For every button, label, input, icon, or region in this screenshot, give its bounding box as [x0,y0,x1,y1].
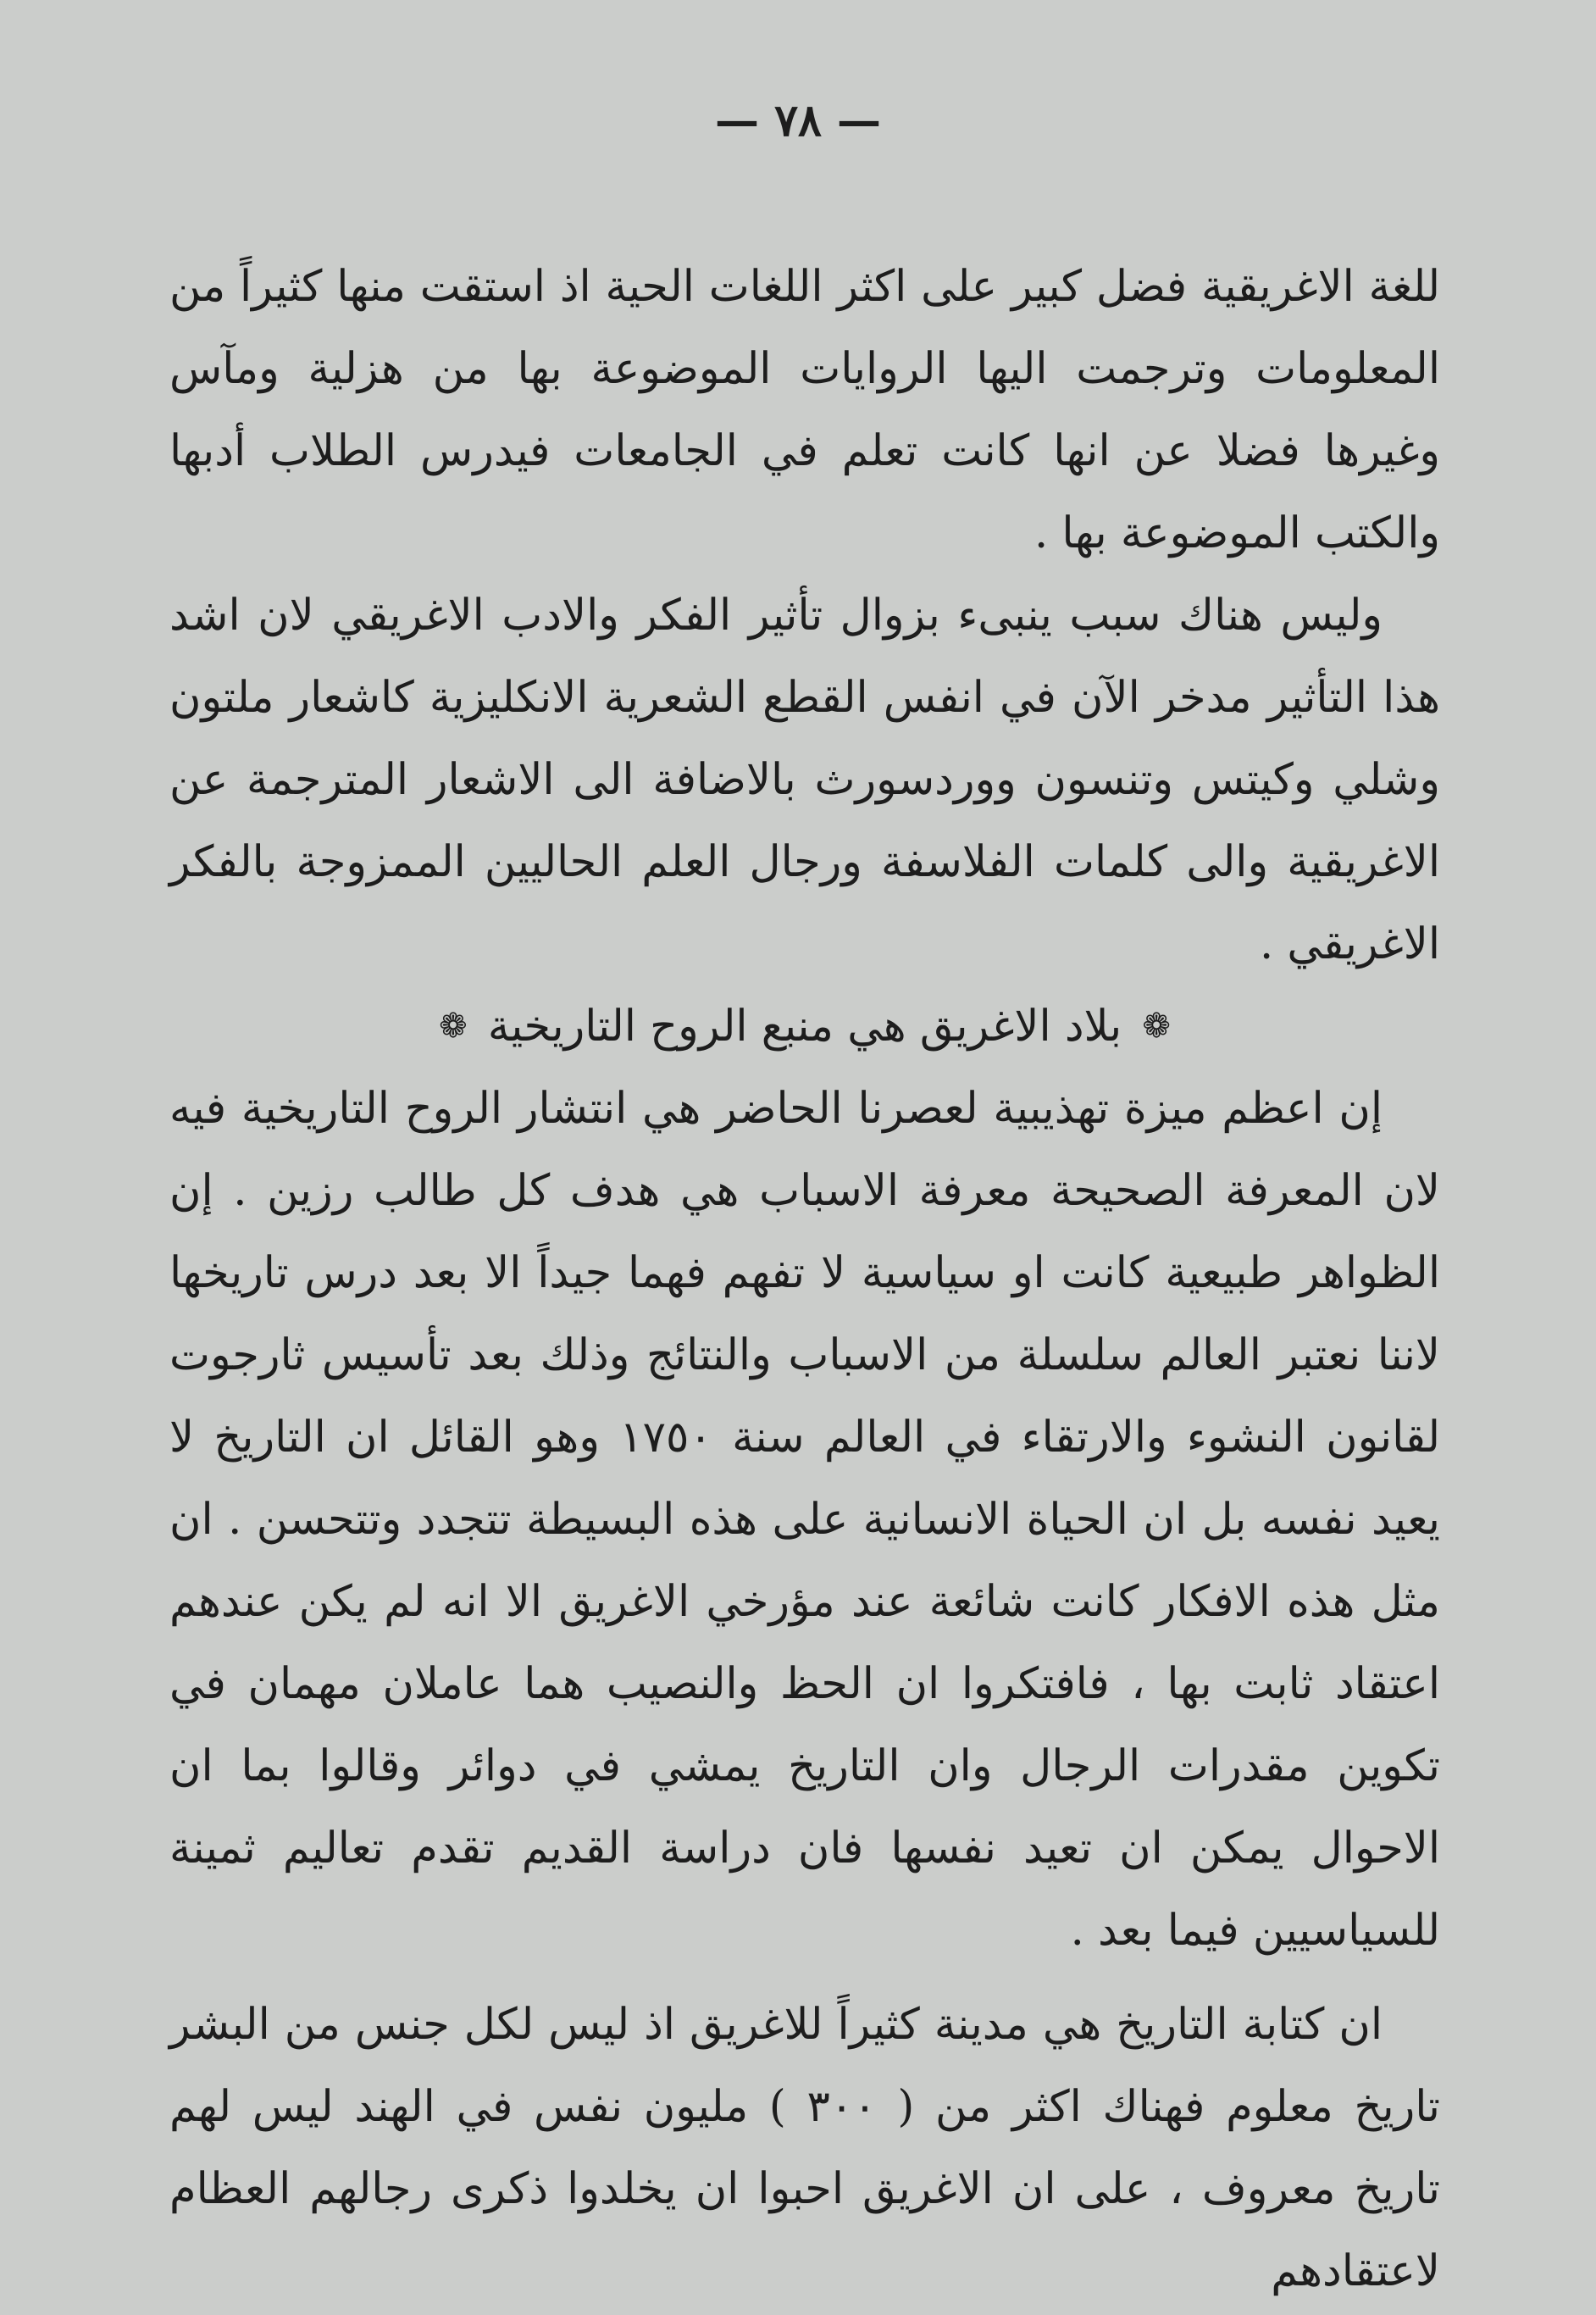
paragraph-history-writing: ان كتابة التاريخ هي مدينة كثيراً للاغريق اذ ليس لكل جنس من البشر تاريخ معلوم فهناك اكثر من ( ٣٠٠ ) مليون نفس في الهند ليس لهم تاريخ معروف ، على ان الاغريق احبوا ان يخلدوا ذكرى رجالهم العظام لاعتقادهم [169,2000,1441,2296]
section-heading [169,985,1440,1068]
page-body [169,246,1440,2312]
page-number: — ٧٨ — [714,95,882,147]
paragraph-historical-spirit: إن اعظم ميزة تهذيبية لعصرنا الحاضر هي انتشار الروح التاريخية فيه لان المعرفة الصحيحة معرفة الاسباب هي هدف كل طالب رزين . إن الظواهر طبيعية كانت او سياسية لا تفهم فهما جيداً الا بعد درس تاريخها لاننا نعتبر العالم سلسلة من الاسباب والنتائج وذلك بعد تأسيس ثارجوت لقانون النشوء والارتقاء في العالم سنة ١٧٥٠ وهو القائل ان التاريخ لا يعيد نفسه بل ان الحياة الانسانية على هذه البسيطة تتجدد وتتحسن . ان مثل هذه الافكار كانت شائعة عند مؤرخي الاغريق الا انه لم يكن عندهم اعتقاد ثابت بها ، فافتكروا ان الحظ والنصيب هما عاملان مهمان في تكوين مقدرات الرجال وان التاريخ يمشي في دوائر وقالوا بما ان الاحوال يمكن ان تعيد نفسها فان دراسة القديم تقدم تعاليم ثمينة للسياسيين فيما بعد . [169,1084,1441,1956]
ornament-left-icon: ❁ [439,1007,468,1046]
paragraph-greek-language: للغة الاغريقية فضل كبير على اكثر اللغات الحية اذ استقت منها كثيراً من المعلومات وترجمت اليها الروايات الموضوعة بها من هزلية ومآس وغيرها فضلا عن انها كانت تعلم في الجامعات فيدرس الطلاب أدبها والكتب الموضوعة بها . [169,262,1440,558]
paragraph-greek-influence: وليس هناك سبب ينبىء بزوال تأثير الفكر والادب الاغريقي لان اشد هذا التأثير مدخر الآن في انفس القطع الشعرية الانكليزية كاشعار ملتون وشلي وكيتس وتنسون ووردسورث بالاضافة الى الاشعار المترجمة عن الاغريقية والى كلمات الفلاسفة ورجال العلم الحاليين الممزوجة بالفكر الاغريقي . [169,591,1440,969]
section-heading-text: بلاد الاغريق هي منبع الروح التاريخية [487,1002,1122,1052]
ornament-right-icon: ❁ [1142,1007,1171,1046]
